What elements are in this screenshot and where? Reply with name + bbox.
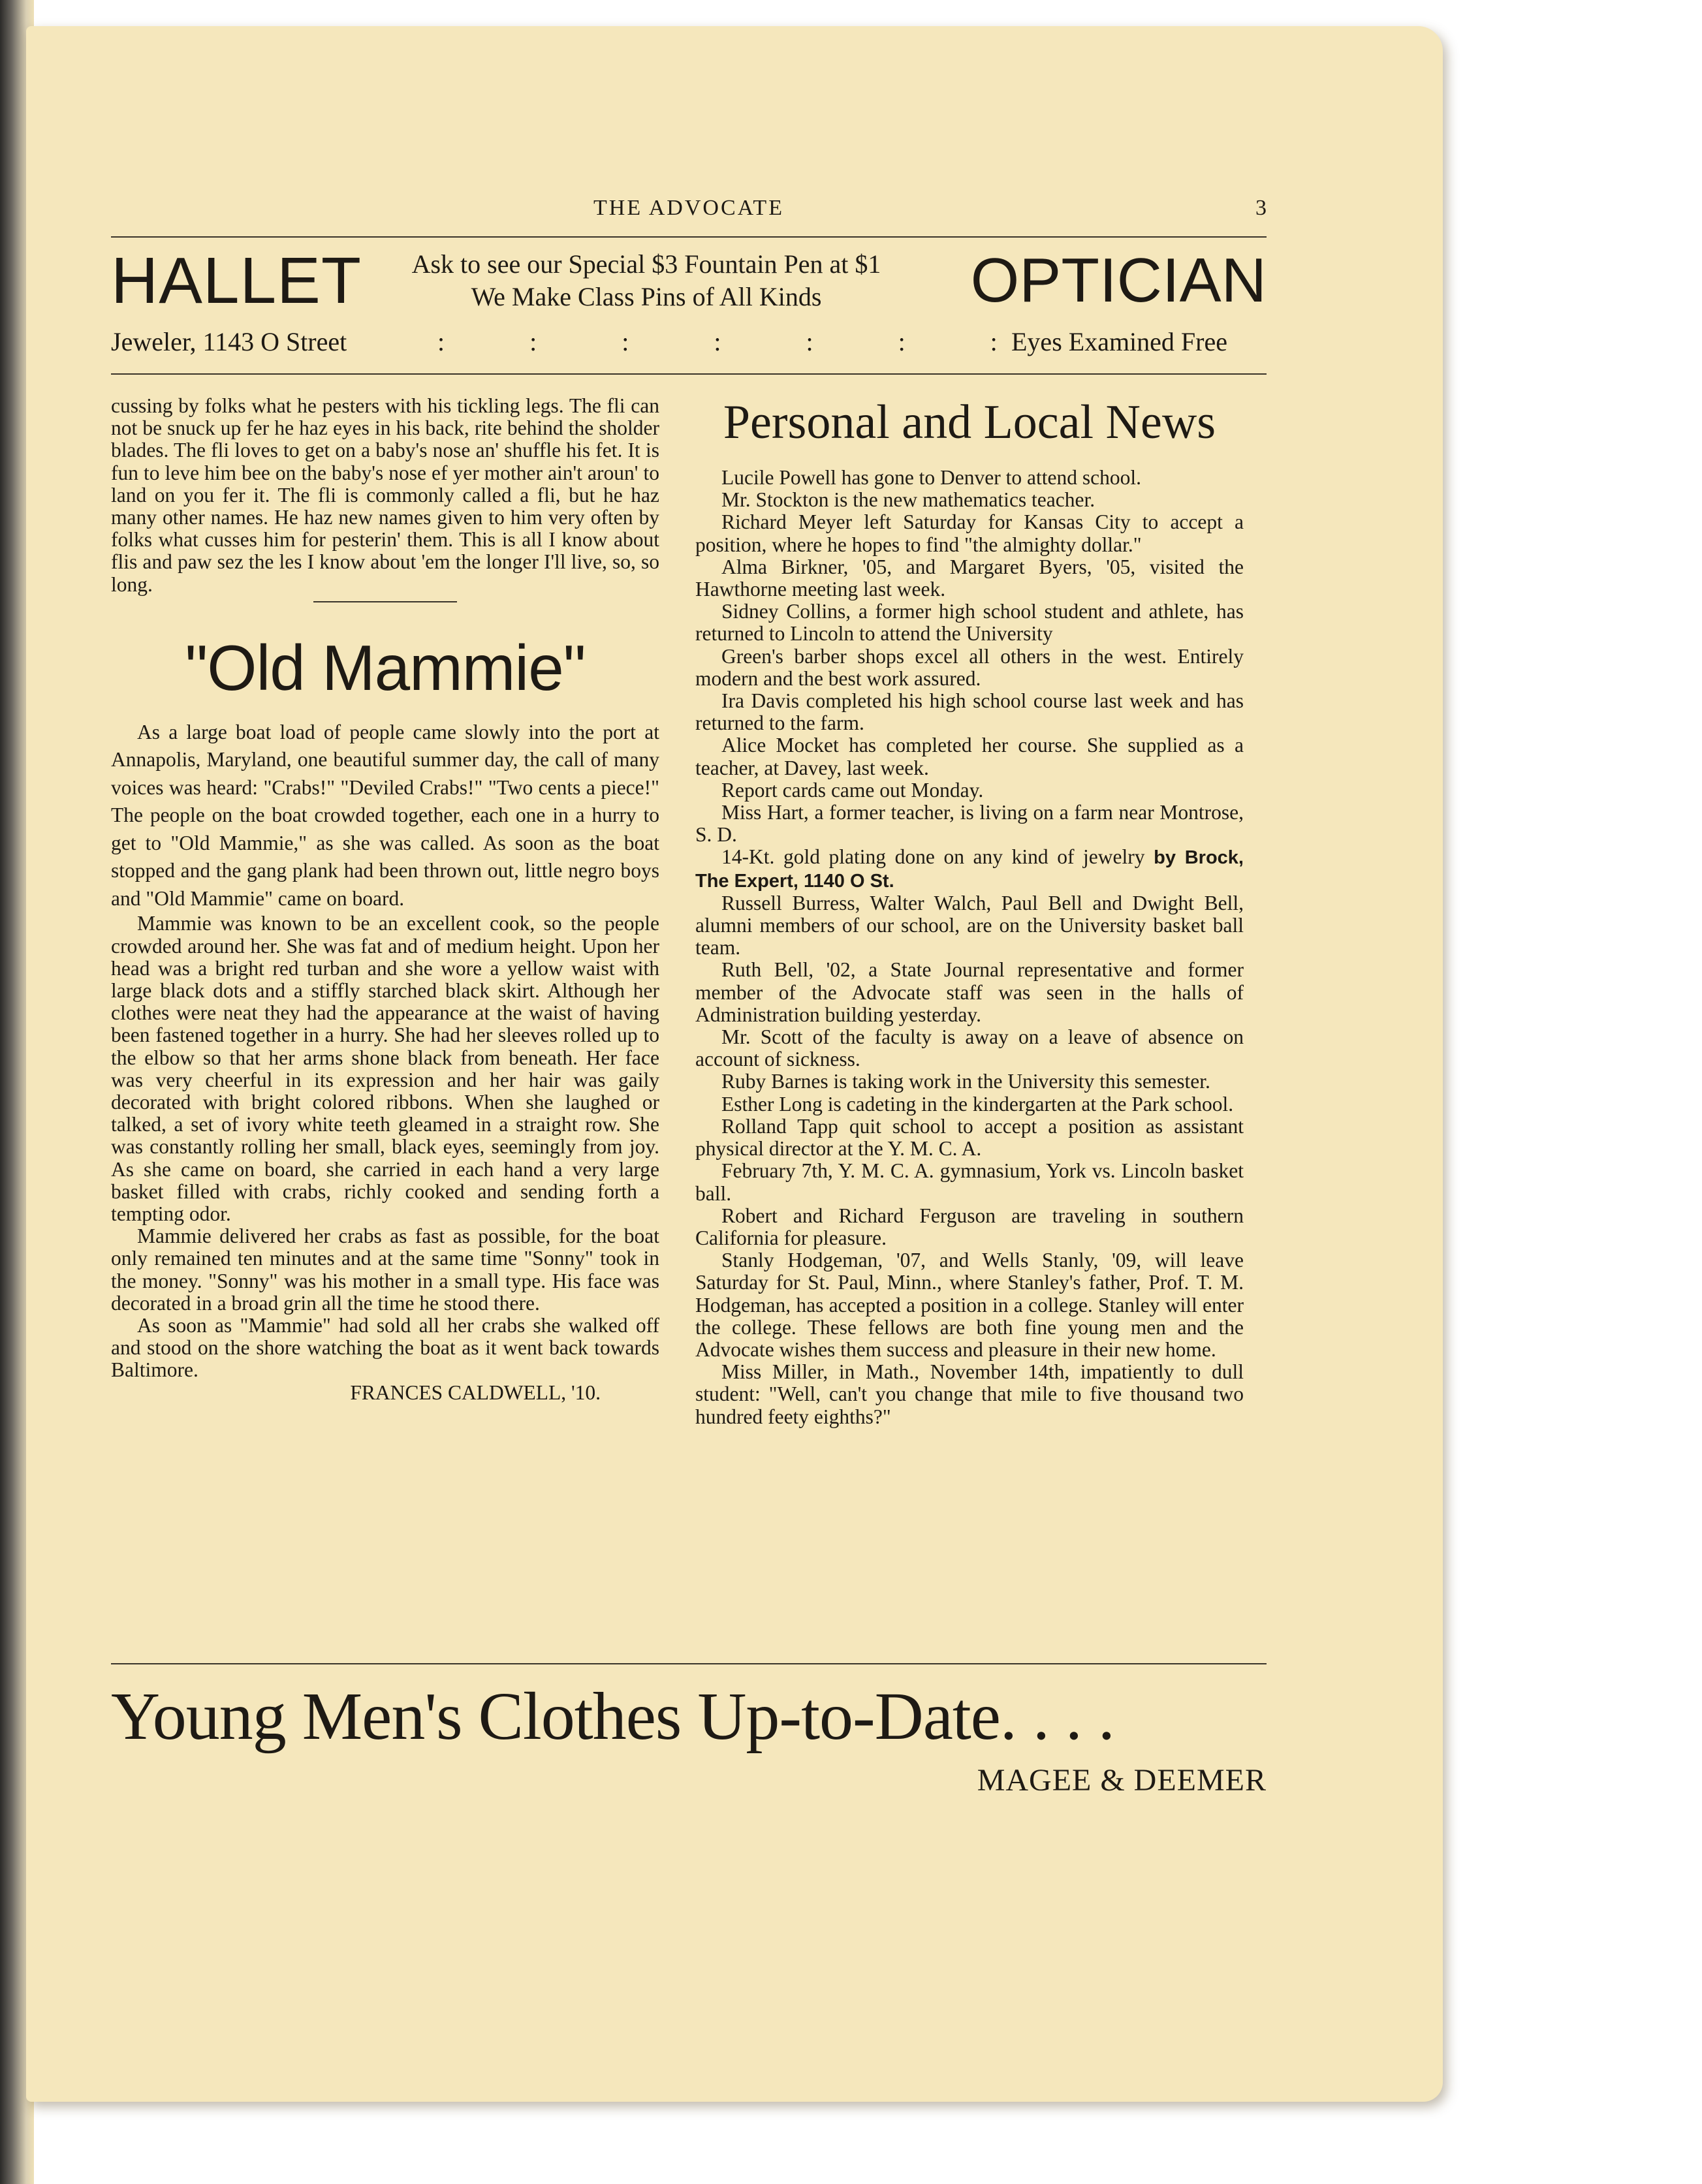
header-rule <box>111 236 1267 238</box>
news-item: Green's barber shops excel all others in the west. Entirely modern and the best work assured. <box>695 644 1244 690</box>
story-paragraph: Mammie was known to be an excellent cook, so the people crowded around her. She was fat and of medium height. Upon her head was a bright red turban and she wore a yellow waist with large black dots and a stiffly starched black skirt. Although her clothes were neat they had the appearance at the waist of having been fastened together in a hurry. She had her sleeves rolled up to the elbow so that her arms shone black from beneath. Her face was very cheerful in its expression and her hair was gaily decorated with bright colored ribbons. When she laughed or talked, a set of ivory white teeth gleamed in a straight row. She was constantly rolling her small, black eyes, seemingly from joy. As she came on board, she carried in each hand a very large basket filled with crabs, richly cooked and sending forth a tempting odor. <box>111 912 659 1225</box>
news-item: Russell Burress, Walter Walch, Paul Bell and Dwight Bell, alumni members of our school, are on the University basket ball team. <box>695 891 1244 959</box>
fly-essay-continuation: cussing by folks what he pesters with his tickling legs. The fli can not be snuck up fer he haz eyes in his back, rite behind the sholder blades. The fli loves to get on a baby's nose an' shuffle his fet. It is fun to leve him bee on the baby's nose ef yer mother ain't aroun' to land on you fer it. The fli is commonly called a fli, but he haz many other names. He haz new names given to him very often by folks what cusses him for pesterin' them. This is all I know about flis and paw sez the les I know about 'em the longer I'll live, so, so long. <box>111 394 659 596</box>
story-paragraph: As a large boat load of people came slowly into the port at Annapolis, Maryland, one beautiful summer day, the call of many voices was heard: "Crabs!" "Deviled Crabs!" "Two cents a piece!" The people on the boat crowded together, each one in a hurry to get to "Old Mammie," as she was called. As soon as the boat stopped and the gang plank had been thrown out, little negro boys and "Old Mammie" came on board. <box>111 720 659 910</box>
news-item: Alice Mocket has completed her course. She supplied as a teacher, at Davey, last week. <box>695 734 1244 779</box>
news-item: Mr. Stockton is the new mathematics teacher. <box>721 488 1095 512</box>
news-item: Sidney Collins, a former high school student and athlete, has returned to Lincoln to attend the University <box>695 600 1244 646</box>
clothes-advertisement <box>111 1677 1267 1808</box>
hallet-address: Jeweler, 1143 O Street <box>111 327 347 356</box>
ad-bottom-rule <box>111 373 1267 375</box>
news-item: Alma Birkner, '05, and Margaret Byers, '05, visited the Hawthorne meeting last week. <box>695 555 1244 601</box>
jewelry-notice-text: 14-Kt. gold plating done on any kind of jewelry <box>721 845 1145 869</box>
story-title: "Old Mammie" <box>185 631 586 704</box>
story-paragraph: Mammie delivered her crabs as fast as possible, for the boat only remained ten minutes and at the same time "Sonny" took in the money. "Sonny" was his mother in a small type. His face was decorated in a broad grin all the time he stood there. <box>111 1225 659 1315</box>
publication-title: THE ADVOCATE <box>593 196 784 220</box>
news-item: Miss Hart, a former teacher, is living on a farm near Montrose, S. D. <box>695 801 1244 847</box>
story-author: FRANCES CALDWELL, '10. <box>350 1381 601 1404</box>
ad-offer <box>411 248 881 313</box>
optician-subtitle: Eyes Examined Free <box>1011 327 1227 356</box>
ad-offer-line1: Ask to see our Special $3 Fountain Pen at $1 <box>411 249 881 279</box>
news-item: Ruby Barnes is taking work in the University this semester. <box>721 1070 1210 1093</box>
ad-offer-line2: We Make Class Pins of All Kinds <box>471 282 822 311</box>
news-item: Richard Meyer left Saturday for Kansas City to accept a position, where he hopes to find "the almighty dollar." <box>695 510 1244 556</box>
running-header <box>111 189 1267 228</box>
news-item: Report cards came out Monday. <box>721 778 984 802</box>
left-column <box>111 395 659 1404</box>
article-separator <box>313 601 457 602</box>
news-item: Miss Miller, in Math., November 14th, impatiently to dull student: "Well, can't you change that mile to five thousand two hundred feety eighths?" <box>695 1360 1244 1428</box>
page-number: 3 <box>1255 196 1267 220</box>
news-item: Ira Davis completed his high school course last week and has returned to the farm. <box>695 689 1244 735</box>
news-item: Robert and Richard Ferguson are traveling in southern California for pleasure. <box>695 1204 1244 1249</box>
clothes-ad-advertiser: MAGEE & DEEMER <box>977 1763 1267 1798</box>
news-item: Stanly Hodgeman, '07, and Wells Stanly, '09, will leave Saturday for St. Paul, Minn., where Stanley's father, Prof. T. M. Hodgeman, has accepted a position in a college. Stanley will enter the college. These fellows are both fine young men and the Advocate wishes them success and pleasure in their new home. <box>695 1249 1244 1361</box>
jewelry-notice-advertiser: by Brock, The Expert, 1140 O St. <box>695 847 1244 892</box>
news-item: Mr. Scott of the faculty is away on a leave of absence on account of sickness. <box>695 1025 1244 1071</box>
hallet-name: HALLET <box>111 244 362 317</box>
news-item: Lucile Powell has gone to Denver to attend school. <box>721 466 1141 489</box>
jewelry-notice <box>695 846 1244 892</box>
hallet-advertisement <box>111 242 1267 372</box>
story-paragraph: As soon as "Mammie" had sold all her crabs she walked off and stood on the shore watching the boat as it went back towards Baltimore. <box>111 1313 659 1382</box>
ad-dot-leader: : : : : : : : <box>437 327 1037 356</box>
right-column <box>695 395 1244 1428</box>
news-item: Ruth Bell, '02, a State Journal representative and former member of the Advocate staff was seen in the halls of Administration building yesterday. <box>695 958 1244 1026</box>
clothes-ad-headline: Young Men's Clothes Up-to-Date. . . . <box>111 1679 1114 1754</box>
news-item: Rolland Tapp quit school to accept a position as assistant physical director at the Y. M. C. A. <box>695 1114 1244 1161</box>
news-heading: Personal and Local News <box>723 396 1216 449</box>
optician-title: OPTICIAN <box>970 245 1267 315</box>
footer-ad-rule <box>111 1663 1267 1664</box>
news-item: February 7th, Y. M. C. A. gymnasium, York vs. Lincoln basket ball. <box>695 1159 1244 1205</box>
news-item: Esther Long is cadeting in the kindergarten at the Park school. <box>721 1092 1234 1115</box>
